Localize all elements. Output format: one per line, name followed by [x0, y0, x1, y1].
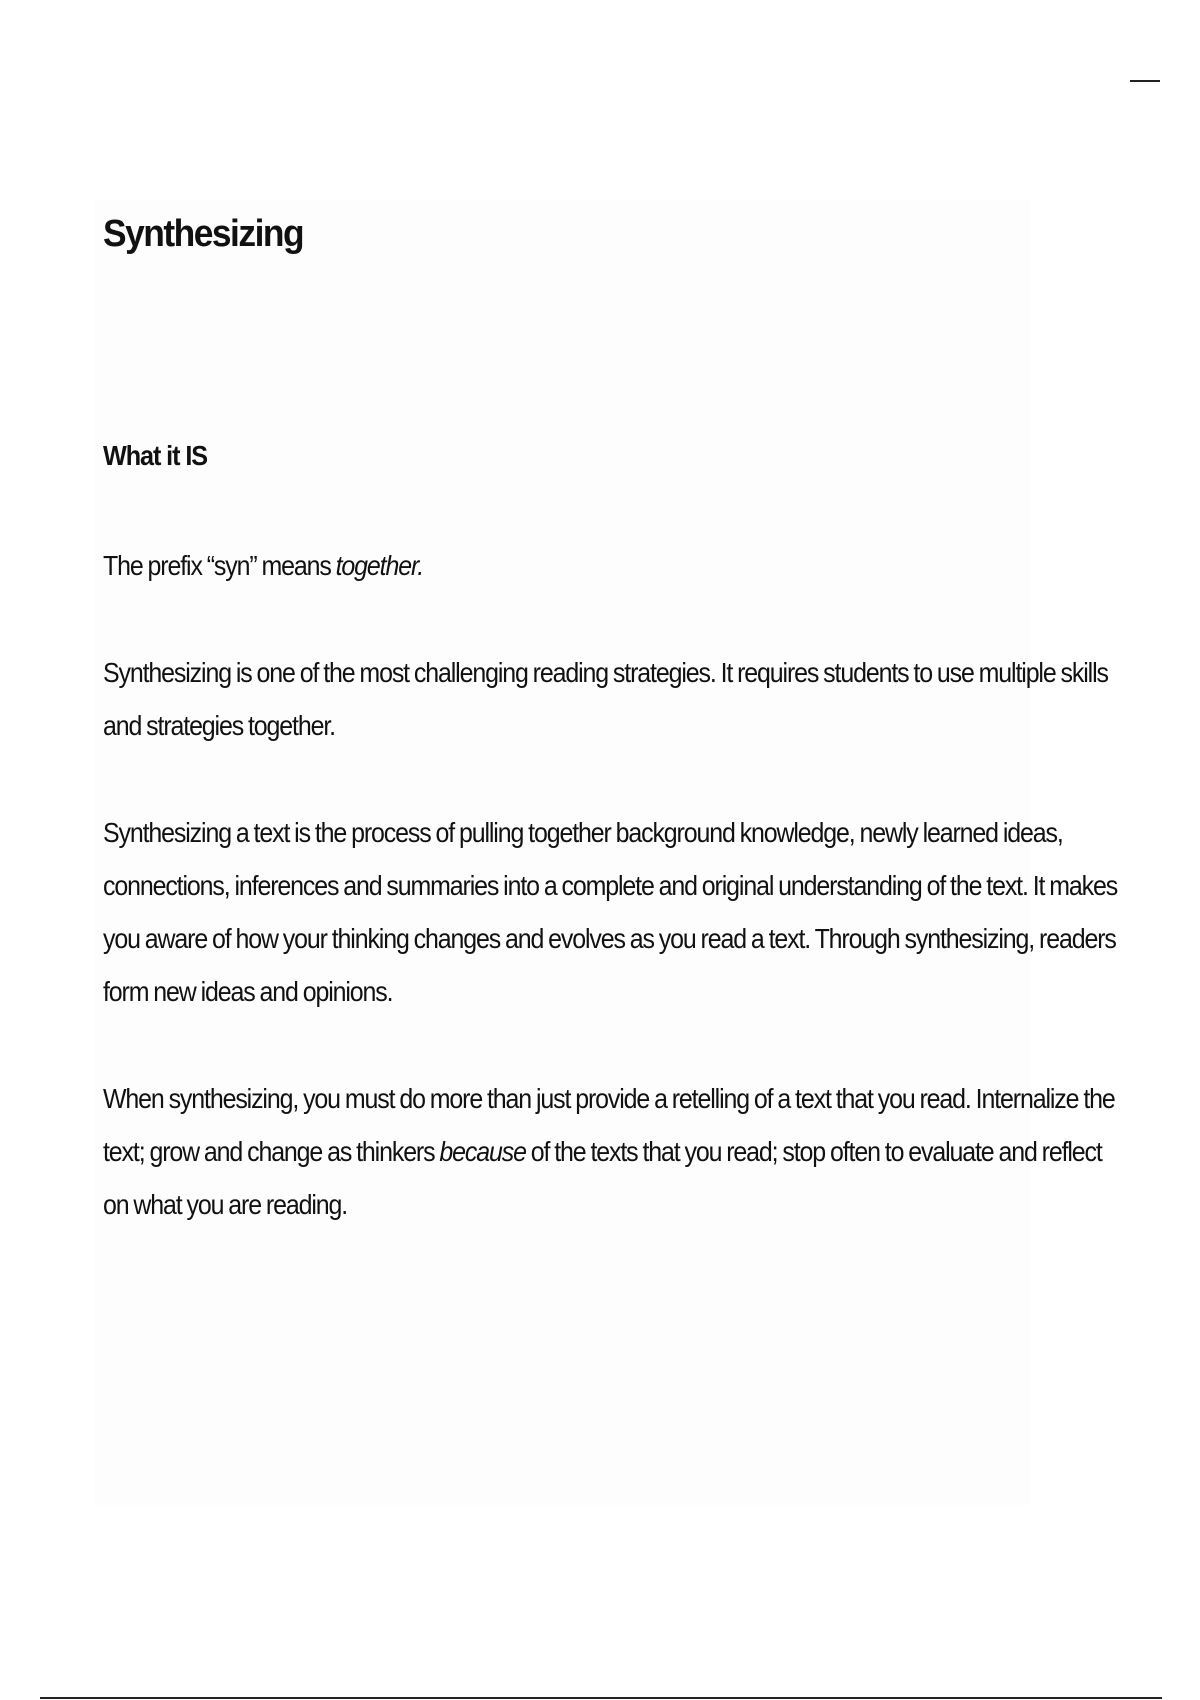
paragraph-line: Synthesizing is one of the most challenging reading strategies. It requires students to use multiple skills: [103, 657, 1108, 688]
paragraph-line: connections, inferences and summaries into a complete and original understanding of the text. It makes: [103, 870, 1118, 901]
paragraph-line: When synthesizing, you must do more than just provide a retelling of a text that you read. Internalize the: [103, 1083, 1115, 1114]
paragraph-line: Synthesizing a text is the process of pulling together background knowledge, newly learned ideas,: [103, 817, 1063, 848]
paragraph-text: text; grow and change as thinkers: [103, 1136, 440, 1167]
paragraph-line: [103, 1125, 1115, 1178]
paragraph-line: on what you are reading.: [103, 1189, 348, 1220]
paragraph-prefix-definition: [103, 539, 423, 592]
emphasized-word: because: [439, 1136, 526, 1167]
paragraph-line: form new ideas and opinions.: [103, 976, 393, 1007]
paragraph-internalize: [103, 1072, 1115, 1231]
footer-rule: [40, 1697, 1162, 1699]
document-title: Synthesizing: [103, 213, 304, 255]
paragraph-challenge: [103, 646, 1108, 752]
page-corner-dash: [1130, 80, 1160, 82]
paragraph-line: and strategies together.: [103, 710, 335, 741]
paragraph-line: you aware of how your thinking changes and evolves as you read a text. Through synthesizing, readers: [103, 923, 1116, 954]
paragraph-text: The prefix “syn” means: [103, 550, 336, 581]
section-heading: What it IS: [103, 440, 207, 471]
paragraph-process: [103, 806, 1117, 1018]
emphasized-word: together.: [335, 550, 424, 581]
paragraph-text: of the texts that you read; stop often to evaluate and reflect: [525, 1136, 1102, 1167]
